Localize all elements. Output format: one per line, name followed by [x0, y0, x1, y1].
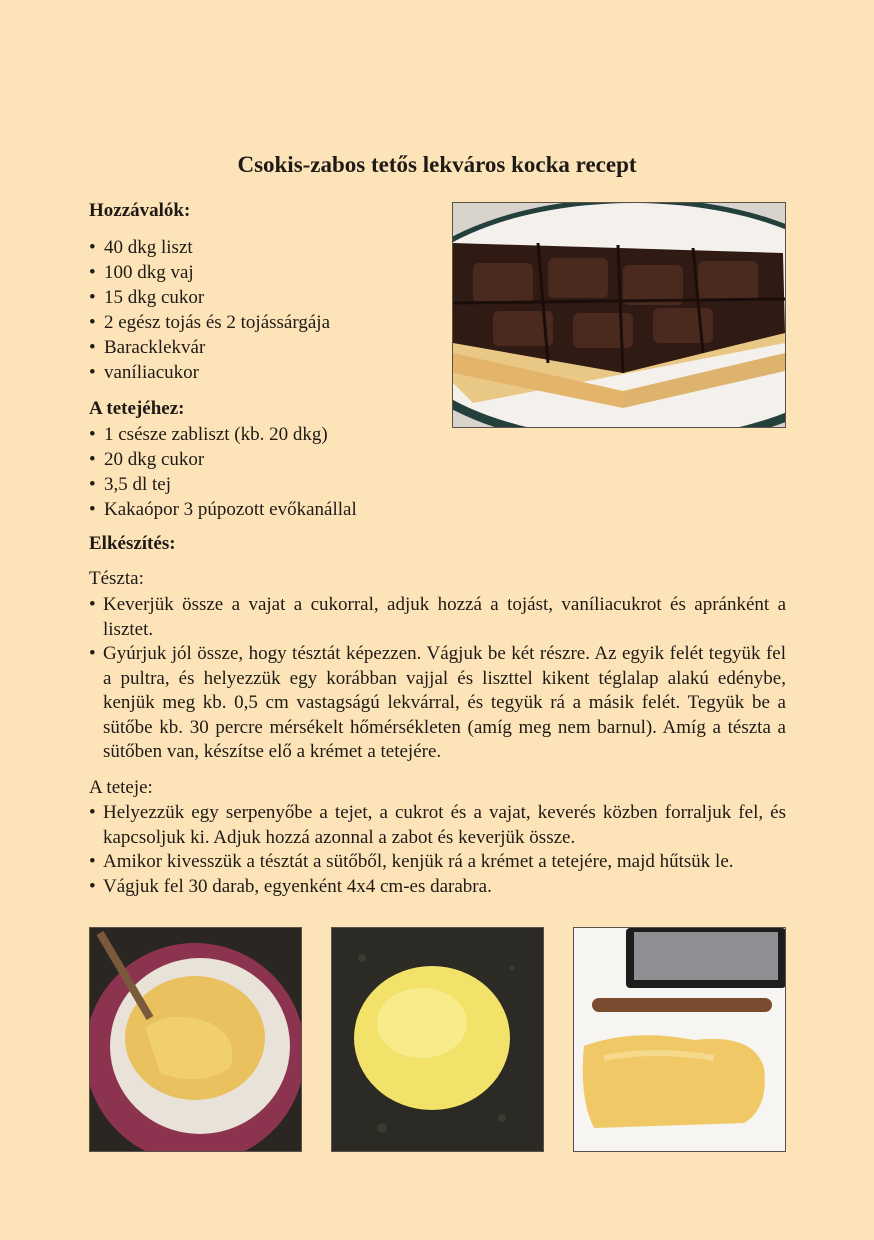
- mixing-bowl-photo: [89, 927, 302, 1152]
- top-step: • Amikor kivesszük a tésztát a sütőből, kenjük rá a krémet a tetejére, majd hűtsük le.: [89, 850, 786, 875]
- ingredients-heading: Hozzávalók:: [89, 200, 191, 221]
- ingredients-list: [89, 235, 429, 385]
- topping-item: • 20 dkg cukor: [89, 447, 429, 472]
- top-step: • Vágjuk fel 30 darab, egyenként 4x4 cm-es darabra.: [89, 875, 786, 900]
- dough-step: • Gyúrjuk jól össze, hogy tésztát képezzen. Vágjuk be két részre. Az egyik felét tegyük fel a pultra, és helyezzük egy korábban vajjal és liszttel kikent téglalap alakú edénybe, kenjük meg kb. 0,5 cm vastagságú lekvárral, és tegyük rá a másik felét. Tegyük be a sütőbe kb. 30 percre mérsékelt hőmérsékleten (amíg meg nem barnul). Amíg a tészta a sütőben van, készítse elő a krémet a tetejére.: [89, 642, 786, 765]
- ingredient-item: • 15 dkg cukor: [89, 285, 429, 310]
- ingredient-item: • 100 dkg vaj: [89, 260, 429, 285]
- rolled-dough-photo: [573, 927, 786, 1152]
- dough-ball-photo: [331, 927, 544, 1152]
- top-step: • Helyezzük egy serpenyőbe a tejet, a cukrot és a vajat, keverés közben forraljuk fel, és kapcsoljuk ki. Adjuk hozzá azonnal a zabot és keverjük össze.: [89, 801, 786, 850]
- topping-item: • 3,5 dl tej: [89, 472, 429, 497]
- cake-photo-image: [453, 203, 785, 427]
- preparation-heading: Elkészítés:: [89, 533, 176, 554]
- dough-steps: [89, 593, 786, 765]
- ingredient-item: • vaníliacukor: [89, 360, 429, 385]
- mixing-bowl-image: [90, 928, 301, 1151]
- dough-ball-image: [332, 928, 543, 1151]
- topping-item: • 1 csésze zabliszt (kb. 20 dkg): [89, 422, 429, 447]
- ingredient-item: • 2 egész tojás és 2 tojássárgája: [89, 310, 429, 335]
- rolled-dough-image: [574, 928, 785, 1151]
- ingredient-item: • Baracklekvár: [89, 335, 429, 360]
- topping-heading: A tetejéhez:: [89, 398, 185, 419]
- ingredient-item: • 40 dkg liszt: [89, 235, 429, 260]
- page-title: Csokis-zabos tetős lekváros kocka recept: [237, 152, 637, 177]
- topping-item: • Kakaópor 3 púpozott evőkanállal: [89, 497, 429, 522]
- dough-step: • Keverjük össze a vajat a cukorral, adjuk hozzá a tojást, vaníliacukrot és apránként a lisztet.: [89, 593, 786, 642]
- dough-label: Tészta:: [89, 568, 144, 589]
- top-label: A teteje:: [89, 777, 153, 798]
- topping-list: [89, 422, 429, 522]
- top-steps: [89, 801, 786, 899]
- cake-photo: [452, 202, 786, 428]
